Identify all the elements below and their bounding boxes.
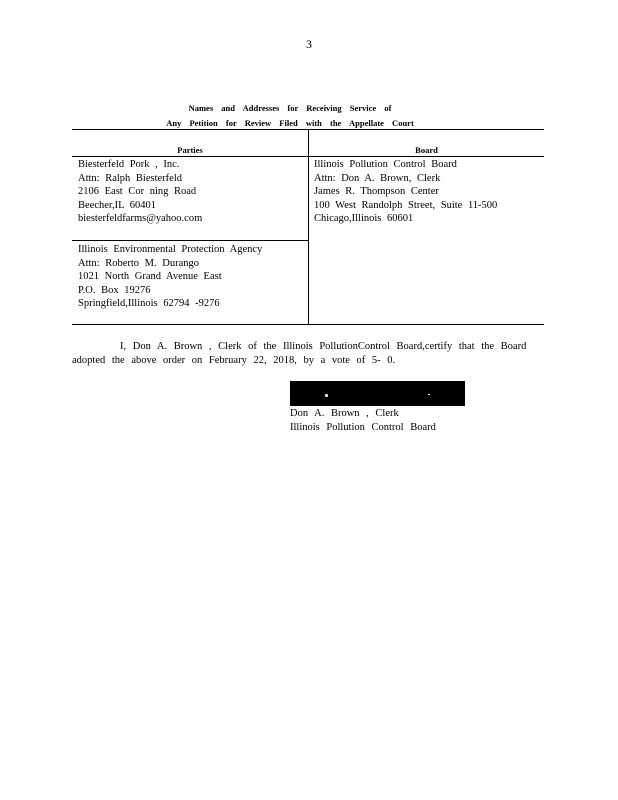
parties-column-header: Parties <box>177 145 203 155</box>
address-line: Illinois Environmental Protection Agency <box>78 244 263 255</box>
address-line: Beecher,IL 60401 <box>78 199 156 211</box>
table-column-divider <box>308 129 309 324</box>
board-column-header: Board <box>415 145 438 155</box>
address-line: 2106 East Cor ning Road <box>78 186 197 198</box>
page-number: 3 <box>306 37 312 51</box>
redacted-signature <box>290 381 465 406</box>
party-address-iepa <box>78 243 262 311</box>
service-heading-line-2: Any Petition for Review Filed with the Appellate Court <box>166 118 414 128</box>
service-heading-line-1: Names and Addresses for Receiving Service of <box>188 103 392 113</box>
signature-block <box>290 407 436 435</box>
signer-name: Don A. Brown , Clerk <box>290 408 399 419</box>
table-bottom-rule <box>72 324 544 325</box>
party-divider <box>72 240 308 241</box>
address-line: Attn: Ralph Biesterfeld <box>78 172 182 184</box>
address-line: P.O. Box 19276 <box>78 284 151 296</box>
address-line: 1021 North Grand Avenue East <box>78 271 222 283</box>
party-address-biesterfeld <box>78 158 202 226</box>
address-line: 100 West Randolph Street, Suite 11-500 <box>314 199 498 211</box>
address-line: James R. Thompson Center <box>314 186 439 198</box>
address-line: Illinois Pollution Control Board <box>314 159 457 170</box>
address-line: Attn: Roberto M. Durango <box>78 257 199 269</box>
certification-line-1: I, Don A. Brown , Clerk of the Illinois PollutionControl Board,certify that the Board <box>120 341 527 352</box>
header-rule <box>72 156 544 157</box>
address-line: Springfield,Illinois 62794 -9276 <box>78 298 220 310</box>
certification-line-2: adopted the above order on February 22, 2018, by a vote of 5- 0. <box>72 355 396 366</box>
address-line: Attn: Don A. Brown, Clerk <box>314 172 441 184</box>
certification-paragraph <box>72 340 544 368</box>
address-line: Chicago,Illinois 60601 <box>314 213 414 225</box>
address-line: Biesterfeld Pork , Inc. <box>78 159 180 170</box>
email-line: biesterfeldfarms@yahoo.com <box>78 213 203 225</box>
board-address <box>314 158 497 226</box>
signer-organization: Illinois Pollution Control Board <box>290 422 436 433</box>
